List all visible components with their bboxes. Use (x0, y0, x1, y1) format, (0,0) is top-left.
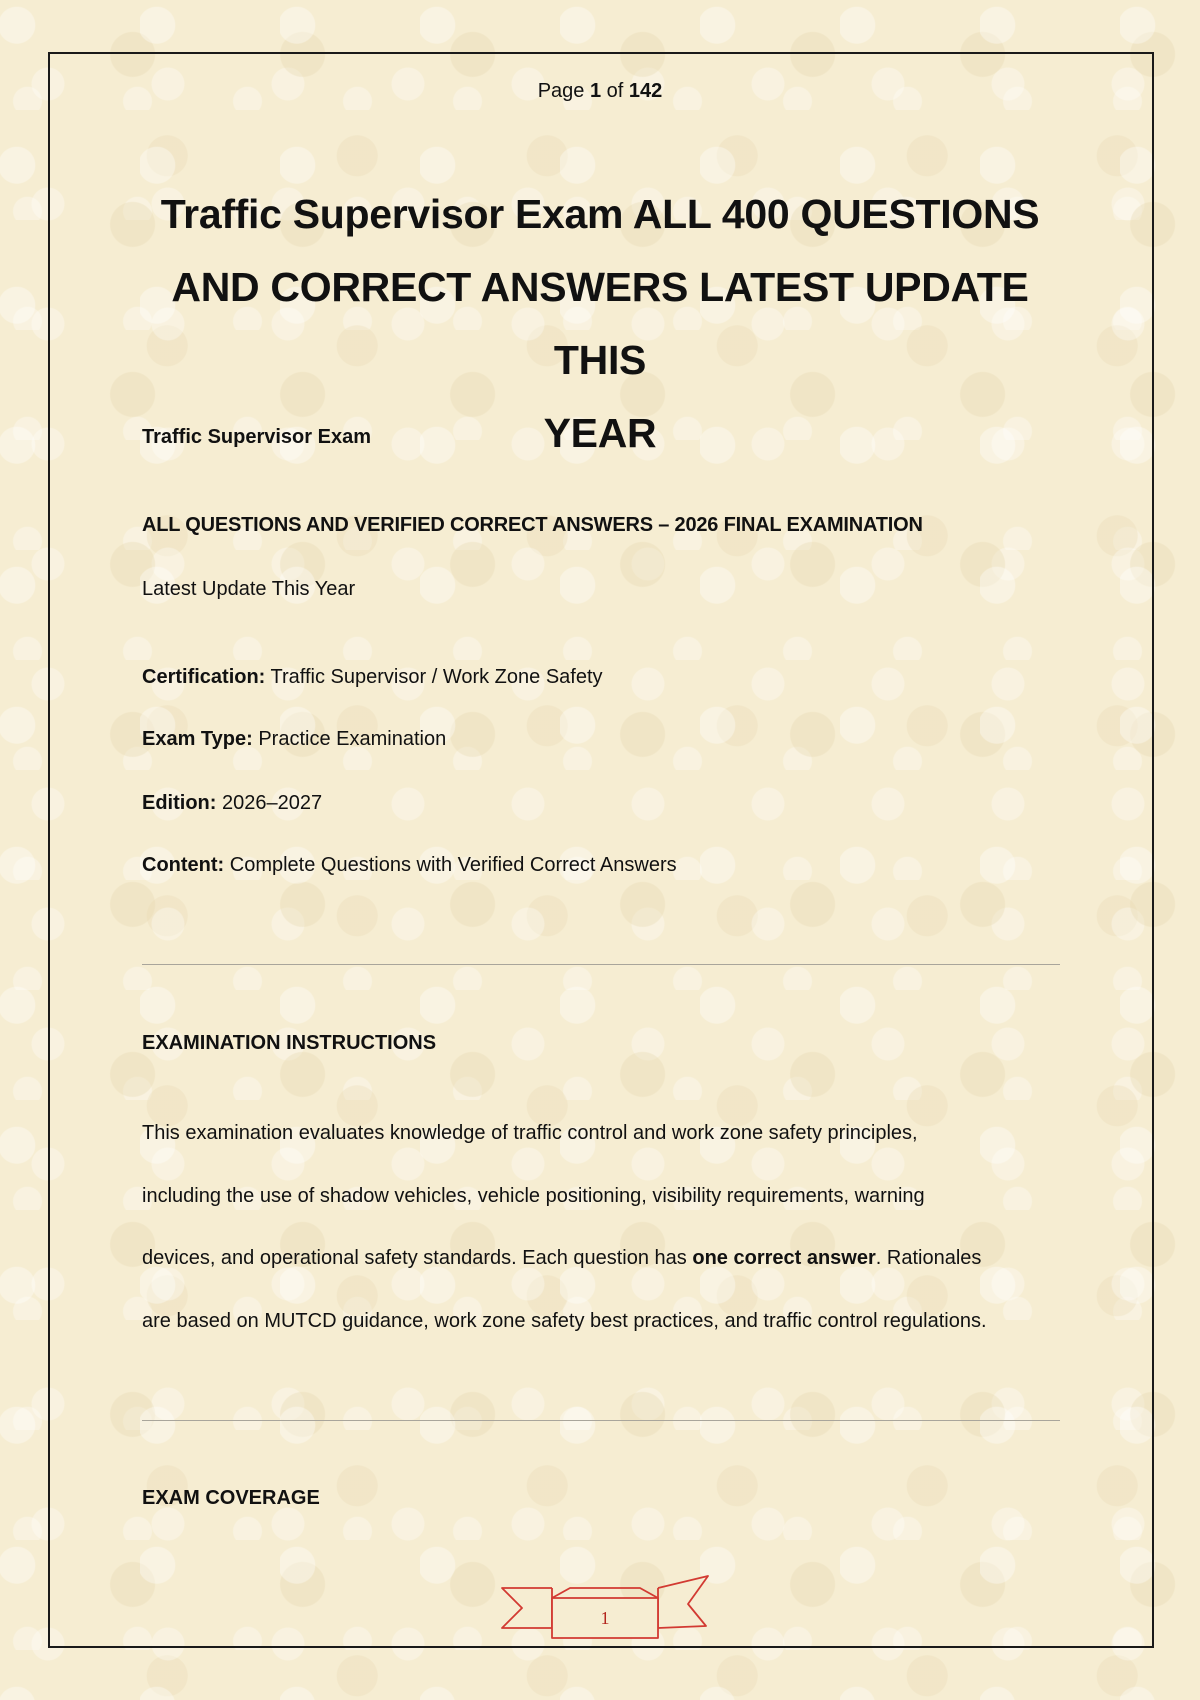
edition-row (142, 792, 322, 815)
edition-value: 2026–2027 (222, 792, 323, 814)
instructions-line-4: are based on MUTCD guidance, work zone safety best practices, and traffic control regulations. (142, 1310, 987, 1332)
exam-type-label: Exam Type: (142, 728, 253, 750)
content-value: Complete Questions with Verified Correct Answers (229, 854, 677, 876)
content-label: Content: (142, 854, 225, 876)
certification-value: Traffic Supervisor / Work Zone Safety (270, 666, 603, 688)
of-word: of (606, 80, 624, 102)
exam-coverage-heading: EXAM COVERAGE (142, 1487, 320, 1509)
footer-page-number: 1 (600, 1608, 610, 1628)
section-divider-2 (142, 1420, 1060, 1421)
exam-type-row (142, 728, 446, 751)
latest-update-text: Latest Update This Year (142, 578, 356, 600)
footer-page-ribbon (500, 1574, 710, 1640)
instructions-line-2: including the use of shadow vehicles, vehicle positioning, visibility requirements, warning (142, 1185, 925, 1207)
page-counter (0, 80, 1200, 103)
all-questions-heading: ALL QUESTIONS AND VERIFIED CORRECT ANSWERS – 2026 FINAL EXAMINATION (142, 514, 923, 536)
title-line-2: AND CORRECT ANSWERS LATEST UPDATE THIS (171, 264, 1029, 383)
section-divider-1 (142, 964, 1060, 965)
instructions-line-3 (142, 1247, 981, 1270)
instructions-line-3-start: devices, and operational safety standards. Each question has (142, 1247, 693, 1269)
title-line-3: YEAR (543, 410, 657, 456)
total-pages: 142 (628, 80, 663, 102)
instructions-line-3-emphasis: one correct answer (692, 1247, 876, 1269)
certification-row (142, 666, 603, 689)
instructions-heading: EXAMINATION INSTRUCTIONS (142, 1032, 437, 1054)
certification-label: Certification: (142, 666, 266, 688)
ribbon-icon (500, 1574, 710, 1640)
exam-type-value: Practice Examination (258, 728, 447, 750)
edition-label: Edition: (142, 792, 217, 814)
instructions-line-3-end: . Rationales (875, 1247, 982, 1269)
current-page-number: 1 (589, 80, 602, 102)
title-line-1: Traffic Supervisor Exam ALL 400 QUESTIONS (160, 191, 1040, 237)
page-word: Page (537, 80, 585, 102)
content-row (142, 854, 677, 877)
instructions-line-1: This examination evaluates knowledge of traffic control and work zone safety principles, (142, 1122, 918, 1144)
exam-subtitle: Traffic Supervisor Exam (142, 426, 371, 448)
